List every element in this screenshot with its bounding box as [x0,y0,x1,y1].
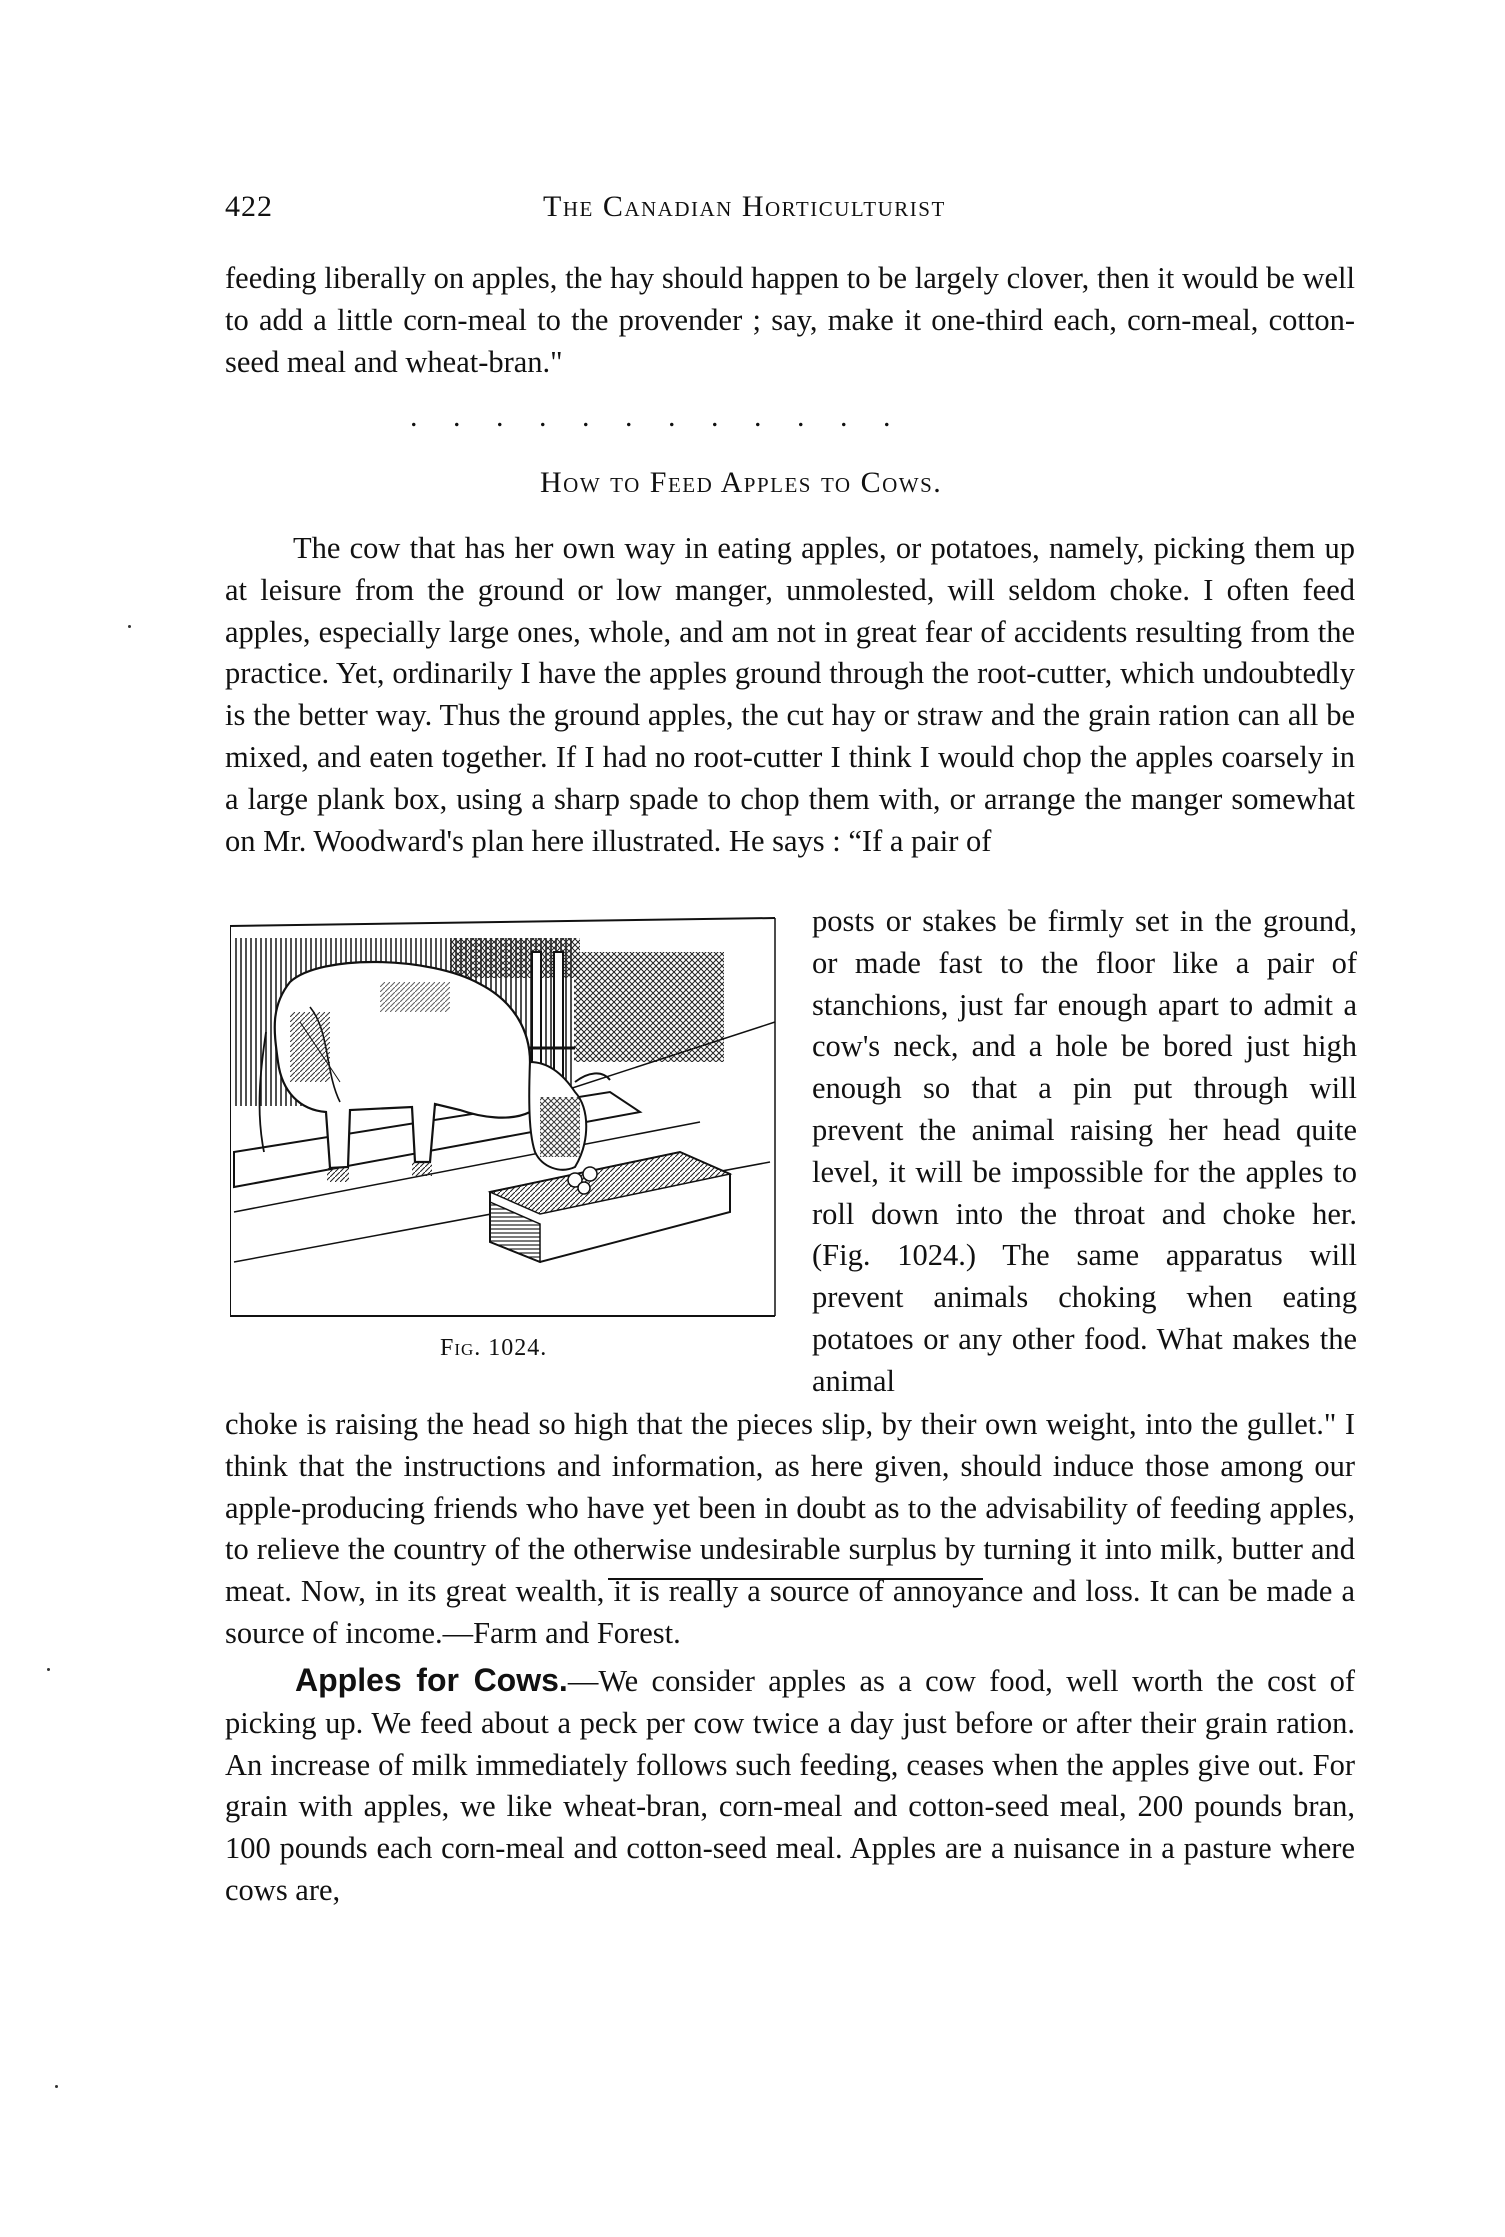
paragraph-4-text: —We consider apples as a cow food, well worth the cost of picking up. We feed about a peck per cow twice a day just before or after their grain ration. An increase of milk immediately follows such feeding, ceases when the apples give out. For grain with apples, we like wheat-bran, corn-meal and cotton-seed meal, 200 pounds bran, 100 pounds each corn-meal and cotton-seed meal. Apples are a nuisance in a pasture where cows are, [225,1664,1356,1907]
wrapped-text-column: posts or stakes be firmly set in the ground, or made fast to the floor like a pair of stanchions, just far enough apart to admit a cow's neck, and a hole be bored just high enough so that a pin put through will prevent the animal raising her head quite level, it will be impossible for the apples to roll down into the throat and choke her. (Fig. 1024.) The same apparatus will prevent animals choking when eating potatoes or any other food. What makes the animal [812,904,1357,1398]
section-rule [608,1578,983,1580]
scan-speck [47,1668,50,1671]
cow-feeding-illustration [230,912,780,1320]
scan-speck [55,2085,58,2088]
ellipsis-divider: . . . . . . . . . . . . [410,400,891,433]
section-heading: How to Feed Apples to Cows. [540,466,943,499]
paragraph-1: feeding liberally on apples, the hay should happen to be largely clover, then it would be well to add a little corn-meal to the provender ; say, make it one-third each, corn-meal, cotton-seed meal and wheat-bran." [225,261,1355,379]
paragraph-4 [225,1660,1355,1912]
page-number: 422 [225,190,273,223]
run-in-heading: Apples for Cows. [295,1662,568,1698]
page-header [225,190,1355,230]
scan-speck [128,625,131,628]
running-title: The Canadian Horticulturist [543,190,946,223]
figure-caption: Fig. 1024. [440,1335,548,1361]
paragraph-3: choke is raising the head so high that the pieces slip, by their own weight, into the gullet." I think that the instructions and information, as here given, should induce those among our apple-producing friends who have yet been in doubt as to the advisability of feeding apples, to relieve the country of the otherwise undesirable surplus by turning it into milk, butter and meat. Now, in its great wealth, it is really a source of annoyance and loss. It can be made a source of income.—Farm and Forest. [225,1407,1355,1650]
paragraph-2: The cow that has her own way in eating apples, or potatoes, namely, picking them up at leisure from the ground or low manger, unmolested, will seldom choke. I often feed apples, especially large ones, whole, and am not in great fear of accidents resulting from the practice. Yet, ordinarily I have the apples ground through the root-cutter, which undoubtedly is the better way. Thus the ground apples, the cut hay or straw and the grain ration can all be mixed, and eaten together. If I had no root-cutter I think I would chop the apples coarsely in a large plank box, using a sharp spade to chop them with, or arrange the manger somewhat on Mr. Woodward's plan here illustrated. He says : “If a pair of [225,531,1355,858]
figure-1024 [225,912,781,1332]
